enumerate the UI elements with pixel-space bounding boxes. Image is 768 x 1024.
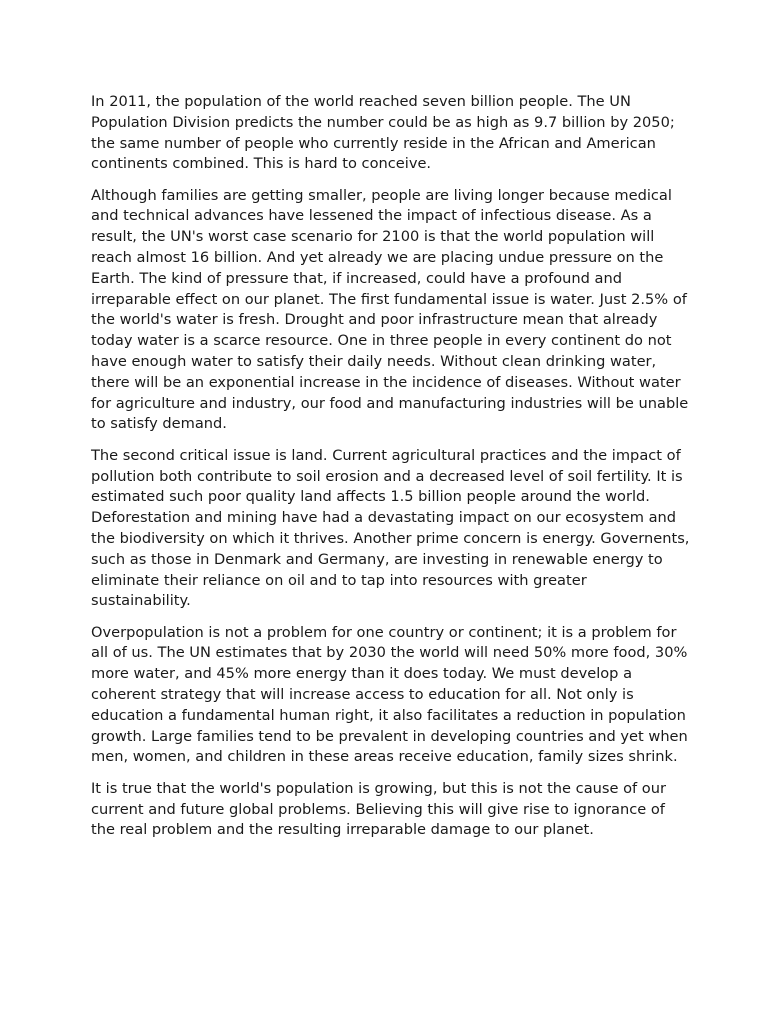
- paragraph-5: It is true that the world's population is growing, but this is not the cause of our current and future global problems. Believing this will give rise to ignorance of the real problem and the resulting irreparable damage to our planet.: [91, 779, 666, 839]
- paragraph-2: Although families are getting smaller, people are living longer because medical and technical advances have lessened the impact of infectious disease. As a result, the UN's worst case scenario for 2100 is that the world population will reach almost 16 billion. And yet already we are placing undue pressure on the Earth. The kind of pressure that, if increased, could have a profound and irreparable effect on our planet. The first fundamental issue is water. Just 2.5% of the world's water is fresh. Drought and poor infrastructure mean that already today water is a scarce resource. One in three people in every continent do not have enough water to satisfy their daily needs. Without clean drinking water, there will be an exponential increase in the incidence of diseases. Without water for agriculture and industry, our food and manufacturing industries will be unable to satisfy demand.: [91, 186, 689, 433]
- document-page: [91, 92, 691, 852]
- paragraph-1: In 2011, the population of the world reached seven billion people. The UN Population Division predicts the number could be as high as 9.7 billion by 2050; the same number of people who currently reside in the African and American continents combined. This is hard to conceive.: [91, 93, 675, 173]
- paragraph-4: Overpopulation is not a problem for one country or continent; it is a problem for all of us. The UN estimates that by 2030 the world will need 50% more food, 30% more water, and 45% more energy than it does today. We must develop a coherent strategy that will increase access to education for all. Not only is education a fundamental human right, it also facilitates a reduction in population growth. Large families tend to be prevalent in developing countries and yet when men, women, and children in these areas receive education, family sizes shrink.: [91, 623, 688, 766]
- paragraph-3: The second critical issue is land. Current agricultural practices and the impact of pollution both contribute to soil erosion and a decreased level of soil fertility. It is estimated such poor quality land affects 1.5 billion people around the world. Deforestation and mining have had a devastating impact on our ecosystem and the biodiversity on which it thrives. Another prime concern is energy. Governents, such as those in Denmark and Germany, are investing in renewable energy to eliminate their reliance on oil and to tap into resources with greater sustainability.: [91, 446, 690, 610]
